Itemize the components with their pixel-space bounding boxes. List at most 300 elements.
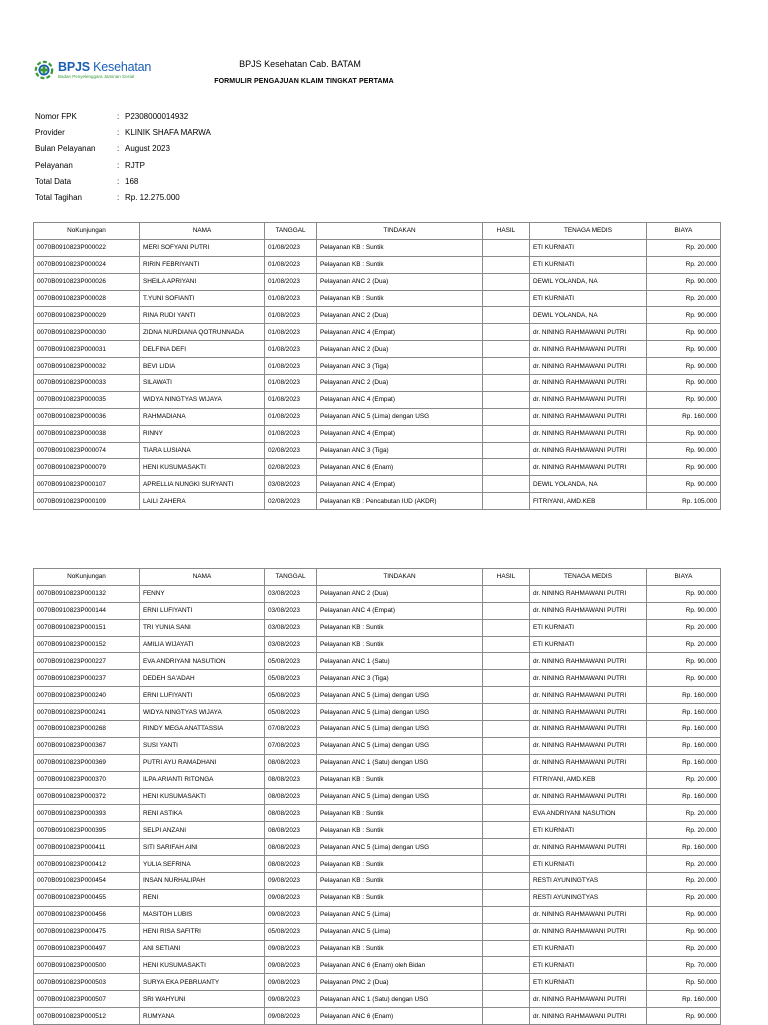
cell-nama: SURYA EKA PEBRUANTY (140, 974, 265, 991)
claim-info-row (35, 124, 211, 140)
claim-info-label: Total Data (35, 176, 72, 186)
cell-hasil (483, 788, 530, 805)
cell-nama: WIDYA NINGTYAS WIJAYA (140, 704, 265, 721)
cell-no-kunjungan: 0070B0910823P000227 (34, 653, 140, 670)
cell-no-kunjungan: 0070B0910823P000151 (34, 619, 140, 636)
cell-no-kunjungan: 0070B0910823P000028 (34, 290, 140, 307)
cell-hasil (483, 408, 530, 425)
cell-biaya: Rp. 105.000 (647, 493, 721, 510)
cell-nama: HENI KUSUMASAKTI (140, 788, 265, 805)
cell-tindakan: Pelayanan ANC 1 (Satu) (317, 653, 483, 670)
cell-tanggal: 01/08/2023 (265, 375, 317, 392)
column-header-hasil: HASIL (483, 223, 530, 240)
cell-tenaga-medis: dr. NINING RAHMAWANI PUTRI (530, 585, 647, 602)
cell-tindakan: Pelayanan ANC 5 (Lima) dengan USG (317, 687, 483, 704)
column-header-tindakan: TINDAKAN (317, 569, 483, 586)
claim-info (35, 108, 211, 206)
cell-tanggal: 01/08/2023 (265, 324, 317, 341)
cell-biaya: Rp. 90.000 (647, 425, 721, 442)
cell-nama: RUMYANA (140, 1008, 265, 1025)
claim-info-row (35, 141, 211, 157)
column-header-tenaga-medis: TENAGA MEDIS (530, 223, 647, 240)
cell-tanggal: 01/08/2023 (265, 256, 317, 273)
cell-hasil (483, 1008, 530, 1025)
cell-tenaga-medis: dr. NINING RAHMAWANI PUTRI (530, 408, 647, 425)
cell-tenaga-medis: dr. NINING RAHMAWANI PUTRI (530, 704, 647, 721)
cell-hasil (483, 391, 530, 408)
cell-biaya: Rp. 160.000 (647, 704, 721, 721)
cell-tenaga-medis: ETI KURNIATI (530, 974, 647, 991)
cell-tenaga-medis: dr. NINING RAHMAWANI PUTRI (530, 737, 647, 754)
cell-tindakan: Pelayanan KB : Suntik (317, 636, 483, 653)
cell-tanggal: 05/08/2023 (265, 687, 317, 704)
column-header-nama: NAMA (140, 569, 265, 586)
cell-tenaga-medis: ETI KURNIATI (530, 239, 647, 256)
cell-nama: YULIA SEFRINA (140, 856, 265, 873)
cell-biaya: Rp. 90.000 (647, 375, 721, 392)
cell-nama: LAILI ZAHERA (140, 493, 265, 510)
cell-tanggal: 08/08/2023 (265, 822, 317, 839)
cell-tindakan: Pelayanan ANC 5 (Lima) dengan USG (317, 408, 483, 425)
cell-tanggal: 05/08/2023 (265, 704, 317, 721)
cell-tanggal: 02/08/2023 (265, 442, 317, 459)
cell-no-kunjungan: 0070B0910823P000036 (34, 408, 140, 425)
cell-tanggal: 08/08/2023 (265, 805, 317, 822)
cell-tindakan: Pelayanan ANC 5 (Lima) dengan USG (317, 704, 483, 721)
claim-info-row (35, 108, 211, 124)
cell-tenaga-medis: ETI KURNIATI (530, 290, 647, 307)
cell-tindakan: Pelayanan ANC 6 (Enam) (317, 1008, 483, 1025)
cell-nama: SHEILA APRIYANI (140, 273, 265, 290)
cell-tanggal: 05/08/2023 (265, 923, 317, 940)
table-row (34, 923, 721, 940)
logo-subtitle: Badan Penyelenggara Jaminan Sosial (58, 73, 135, 79)
cell-tenaga-medis: ETI KURNIATI (530, 256, 647, 273)
cell-no-kunjungan: 0070B0910823P000240 (34, 687, 140, 704)
cell-biaya: Rp. 20.000 (647, 940, 721, 957)
cell-biaya: Rp. 160.000 (647, 839, 721, 856)
cell-no-kunjungan: 0070B0910823P000372 (34, 788, 140, 805)
cell-tenaga-medis: dr. NINING RAHMAWANI PUTRI (530, 653, 647, 670)
cell-tindakan: Pelayanan KB : Suntik (317, 290, 483, 307)
cell-no-kunjungan: 0070B0910823P000031 (34, 341, 140, 358)
cell-no-kunjungan: 0070B0910823P000035 (34, 391, 140, 408)
cell-tanggal: 03/08/2023 (265, 619, 317, 636)
cell-tanggal: 01/08/2023 (265, 307, 317, 324)
cell-tenaga-medis: ETI KURNIATI (530, 957, 647, 974)
cell-no-kunjungan: 0070B0910823P000079 (34, 459, 140, 476)
cell-nama: SITI SARIFAH AINI (140, 839, 265, 856)
cell-biaya: Rp. 90.000 (647, 442, 721, 459)
cell-no-kunjungan: 0070B0910823P000393 (34, 805, 140, 822)
table-row (34, 290, 721, 307)
cell-biaya: Rp. 20.000 (647, 805, 721, 822)
cell-biaya: Rp. 90.000 (647, 1008, 721, 1025)
cell-hasil (483, 873, 530, 890)
table-row (34, 307, 721, 324)
cell-tindakan: Pelayanan ANC 2 (Dua) (317, 375, 483, 392)
cell-no-kunjungan: 0070B0910823P000024 (34, 256, 140, 273)
cell-tindakan: Pelayanan ANC 1 (Satu) dengan USG (317, 991, 483, 1008)
claim-info-colon: : (117, 176, 120, 186)
cell-hasil (483, 991, 530, 1008)
claim-info-colon: : (117, 193, 120, 203)
cell-hasil (483, 653, 530, 670)
claims-table-2 (33, 568, 721, 1025)
cell-no-kunjungan: 0070B0910823P000455 (34, 889, 140, 906)
claim-info-colon: : (117, 127, 120, 137)
cell-hasil (483, 974, 530, 991)
claim-info-row (35, 173, 211, 189)
cell-hasil (483, 585, 530, 602)
cell-tanggal: 09/08/2023 (265, 974, 317, 991)
cell-nama: ILPA ARIANTI RITONGA (140, 771, 265, 788)
cell-tenaga-medis: dr. NINING RAHMAWANI PUTRI (530, 670, 647, 687)
cell-no-kunjungan: 0070B0910823P000241 (34, 704, 140, 721)
cell-nama: SELPI ANZANI (140, 822, 265, 839)
cell-biaya: Rp. 90.000 (647, 585, 721, 602)
cell-tanggal: 01/08/2023 (265, 425, 317, 442)
cell-hasil (483, 856, 530, 873)
column-header-tanggal: TANGGAL (265, 569, 317, 586)
cell-tanggal: 01/08/2023 (265, 391, 317, 408)
cell-tenaga-medis: dr. NINING RAHMAWANI PUTRI (530, 602, 647, 619)
cell-hasil (483, 839, 530, 856)
cell-hasil (483, 754, 530, 771)
cell-tindakan: Pelayanan ANC 6 (Enam) (317, 459, 483, 476)
cell-tanggal: 08/08/2023 (265, 754, 317, 771)
cell-tindakan: Pelayanan PNC 2 (Dua) (317, 974, 483, 991)
cell-biaya: Rp. 160.000 (647, 687, 721, 704)
table-row (34, 670, 721, 687)
table-row (34, 493, 721, 510)
cell-nama: HENI RISA SAFITRI (140, 923, 265, 940)
cell-hasil (483, 341, 530, 358)
cell-no-kunjungan: 0070B0910823P000038 (34, 425, 140, 442)
cell-biaya: Rp. 90.000 (647, 923, 721, 940)
cell-hasil (483, 721, 530, 738)
claim-info-label: Nomor FPK (35, 111, 77, 121)
cell-biaya: Rp. 160.000 (647, 721, 721, 738)
cell-nama: TRI YUNIA SANI (140, 619, 265, 636)
cell-hasil (483, 906, 530, 923)
cell-no-kunjungan: 0070B0910823P000367 (34, 737, 140, 754)
cell-tanggal: 09/08/2023 (265, 957, 317, 974)
cell-tanggal: 01/08/2023 (265, 341, 317, 358)
cell-tanggal: 03/08/2023 (265, 476, 317, 493)
table-row (34, 375, 721, 392)
table-row (34, 619, 721, 636)
cell-tanggal: 09/08/2023 (265, 991, 317, 1008)
cell-biaya: Rp. 90.000 (647, 906, 721, 923)
cell-tindakan: Pelayanan KB : Suntik (317, 873, 483, 890)
cell-tanggal: 09/08/2023 (265, 889, 317, 906)
table-row (34, 442, 721, 459)
cell-tenaga-medis: DEWIL YOLANDA, NA (530, 307, 647, 324)
cell-no-kunjungan: 0070B0910823P000026 (34, 273, 140, 290)
table-row (34, 636, 721, 653)
cell-no-kunjungan: 0070B0910823P000237 (34, 670, 140, 687)
cell-tenaga-medis: FITRIYANI, AMD.KEB (530, 771, 647, 788)
cell-no-kunjungan: 0070B0910823P000032 (34, 358, 140, 375)
table-row (34, 341, 721, 358)
cell-biaya: Rp. 90.000 (647, 670, 721, 687)
cell-no-kunjungan: 0070B0910823P000369 (34, 754, 140, 771)
table-row (34, 239, 721, 256)
cell-tanggal: 09/08/2023 (265, 940, 317, 957)
claim-info-label: Pelayanan (35, 160, 73, 170)
table-row (34, 408, 721, 425)
cell-hasil (483, 687, 530, 704)
cell-biaya: Rp. 90.000 (647, 273, 721, 290)
cell-no-kunjungan: 0070B0910823P000503 (34, 974, 140, 991)
cell-tindakan: Pelayanan KB : Suntik (317, 771, 483, 788)
cell-nama: RIRIN FEBRIYANTI (140, 256, 265, 273)
column-header-biaya: BIAYA (647, 569, 721, 586)
cell-tenaga-medis: dr. NINING RAHMAWANI PUTRI (530, 391, 647, 408)
cell-tindakan: Pelayanan KB : Suntik (317, 822, 483, 839)
cell-nama: HENI KUSUMASAKTI (140, 957, 265, 974)
branch-name: BPJS Kesehatan Cab. BATAM (239, 59, 361, 69)
table-row (34, 1008, 721, 1025)
cell-tindakan: Pelayanan ANC 3 (Tiga) (317, 670, 483, 687)
cell-biaya: Rp. 20.000 (647, 256, 721, 273)
claim-info-value: P2308000014932 (125, 111, 189, 121)
cell-tindakan: Pelayanan KB : Suntik (317, 940, 483, 957)
cell-tanggal: 03/08/2023 (265, 585, 317, 602)
cell-tindakan: Pelayanan ANC 2 (Dua) (317, 585, 483, 602)
cell-tenaga-medis: DEWIL YOLANDA, NA (530, 476, 647, 493)
cell-hasil (483, 239, 530, 256)
cell-tenaga-medis: dr. NINING RAHMAWANI PUTRI (530, 341, 647, 358)
cell-nama: HENI KUSUMASAKTI (140, 459, 265, 476)
cell-hasil (483, 273, 530, 290)
cell-hasil (483, 602, 530, 619)
cell-nama: RINDY MEGA ANATTASSIA (140, 721, 265, 738)
cell-biaya: Rp. 20.000 (647, 822, 721, 839)
cell-no-kunjungan: 0070B0910823P000074 (34, 442, 140, 459)
cell-tindakan: Pelayanan ANC 5 (Lima) dengan USG (317, 737, 483, 754)
cell-tanggal: 01/08/2023 (265, 273, 317, 290)
cell-nama: RINNY (140, 425, 265, 442)
cell-nama: RENI (140, 889, 265, 906)
cell-nama: T.YUNI SOFIANTI (140, 290, 265, 307)
cell-no-kunjungan: 0070B0910823P000132 (34, 585, 140, 602)
cell-tanggal: 01/08/2023 (265, 290, 317, 307)
cell-tindakan: Pelayanan ANC 2 (Dua) (317, 307, 483, 324)
cell-nama: APRELLIA NUNGKI SURYANTI (140, 476, 265, 493)
cell-nama: BEVI LIDIA (140, 358, 265, 375)
claim-info-value: August 2023 (125, 144, 170, 154)
logo-name-2: Kesehatan (93, 60, 152, 74)
cell-tenaga-medis: dr. NINING RAHMAWANI PUTRI (530, 721, 647, 738)
cell-tindakan: Pelayanan KB : Suntik (317, 619, 483, 636)
cell-tenaga-medis: dr. NINING RAHMAWANI PUTRI (530, 754, 647, 771)
cell-nama: RAHMADIANA (140, 408, 265, 425)
cell-tenaga-medis: ETI KURNIATI (530, 940, 647, 957)
table-header-row (34, 223, 721, 240)
table-row (34, 602, 721, 619)
cell-hasil (483, 704, 530, 721)
cell-nama: DELFINA DEFI (140, 341, 265, 358)
cell-biaya: Rp. 160.000 (647, 408, 721, 425)
cell-biaya: Rp. 20.000 (647, 771, 721, 788)
cell-hasil (483, 771, 530, 788)
table-row (34, 459, 721, 476)
cell-hasil (483, 822, 530, 839)
cell-tanggal: 08/08/2023 (265, 856, 317, 873)
cell-tanggal: 09/08/2023 (265, 873, 317, 890)
cell-no-kunjungan: 0070B0910823P000411 (34, 839, 140, 856)
cell-hasil (483, 459, 530, 476)
table-row (34, 324, 721, 341)
cell-nama: DEDEH SA'ADAH (140, 670, 265, 687)
column-header-no-kunjungan: NoKunjungan (34, 223, 140, 240)
cell-tanggal: 05/08/2023 (265, 670, 317, 687)
cell-tanggal: 08/08/2023 (265, 771, 317, 788)
cell-tanggal: 09/08/2023 (265, 906, 317, 923)
cell-biaya: Rp. 90.000 (647, 653, 721, 670)
table-row (34, 822, 721, 839)
cell-nama: ZIDNA NURDIANA QOTRUNNADA (140, 324, 265, 341)
cell-nama: SILAWATI (140, 375, 265, 392)
cell-biaya: Rp. 50.000 (647, 974, 721, 991)
cell-tindakan: Pelayanan ANC 4 (Empat) (317, 324, 483, 341)
cell-hasil (483, 358, 530, 375)
table-row (34, 839, 721, 856)
table-row (34, 754, 721, 771)
table-row (34, 721, 721, 738)
cell-biaya: Rp. 20.000 (647, 889, 721, 906)
cell-tenaga-medis: RESTI AYUNINGTYAS (530, 873, 647, 890)
cell-tenaga-medis: dr. NINING RAHMAWANI PUTRI (530, 442, 647, 459)
claim-info-label: Provider (35, 127, 65, 137)
column-header-biaya: BIAYA (647, 223, 721, 240)
cell-tindakan: Pelayanan ANC 4 (Empat) (317, 425, 483, 442)
cell-biaya: Rp. 90.000 (647, 358, 721, 375)
table-row (34, 940, 721, 957)
table-header-row (34, 569, 721, 586)
cell-tindakan: Pelayanan KB : Pencabutan IUD (AKDR) (317, 493, 483, 510)
claim-info-label: Bulan Pelayanan (35, 144, 96, 154)
cell-hasil (483, 957, 530, 974)
cell-tindakan: Pelayanan ANC 5 (Lima) dengan USG (317, 721, 483, 738)
cell-no-kunjungan: 0070B0910823P000512 (34, 1008, 140, 1025)
cell-no-kunjungan: 0070B0910823P000395 (34, 822, 140, 839)
cell-tindakan: Pelayanan KB : Suntik (317, 889, 483, 906)
cell-nama: INSAN NURHALIPAH (140, 873, 265, 890)
cell-no-kunjungan: 0070B0910823P000107 (34, 476, 140, 493)
cell-no-kunjungan: 0070B0910823P000109 (34, 493, 140, 510)
cell-nama: RINA RUDI YANTI (140, 307, 265, 324)
cell-tenaga-medis: EVA ANDRIYANI NASUTION (530, 805, 647, 822)
cell-biaya: Rp. 70.000 (647, 957, 721, 974)
cell-tenaga-medis: FITRIYANI, AMD.KEB (530, 493, 647, 510)
cell-no-kunjungan: 0070B0910823P000454 (34, 873, 140, 890)
cell-tindakan: Pelayanan ANC 4 (Empat) (317, 476, 483, 493)
cell-nama: PUTRI AYU RAMADHANI (140, 754, 265, 771)
cell-tindakan: Pelayanan ANC 5 (Lima) (317, 906, 483, 923)
cell-biaya: Rp. 160.000 (647, 754, 721, 771)
claim-info-value: RJTP (125, 160, 145, 170)
cell-hasil (483, 307, 530, 324)
cell-hasil (483, 476, 530, 493)
cell-no-kunjungan: 0070B0910823P000507 (34, 991, 140, 1008)
cell-hasil (483, 619, 530, 636)
cell-biaya: Rp. 90.000 (647, 324, 721, 341)
cell-hasil (483, 324, 530, 341)
cell-tenaga-medis: dr. NINING RAHMAWANI PUTRI (530, 906, 647, 923)
cell-tanggal: 09/08/2023 (265, 1008, 317, 1025)
cell-hasil (483, 940, 530, 957)
cell-hasil (483, 889, 530, 906)
cell-nama: MERI SOFYANI PUTRI (140, 239, 265, 256)
cell-tanggal: 05/08/2023 (265, 653, 317, 670)
cell-nama: SRI WAHYUNI (140, 991, 265, 1008)
cell-biaya: Rp. 90.000 (647, 476, 721, 493)
claim-info-value: KLINIK SHAFA MARWA (125, 127, 211, 137)
cell-tindakan: Pelayanan ANC 3 (Tiga) (317, 358, 483, 375)
cell-no-kunjungan: 0070B0910823P000029 (34, 307, 140, 324)
cell-tenaga-medis: dr. NINING RAHMAWANI PUTRI (530, 923, 647, 940)
table-row (34, 476, 721, 493)
cell-nama: ERNI LUFIYANTI (140, 687, 265, 704)
table-row (34, 788, 721, 805)
claim-info-row (35, 189, 211, 205)
cell-nama: RENI ASTIKA (140, 805, 265, 822)
cell-tanggal: 08/08/2023 (265, 839, 317, 856)
cell-nama: TIARA LUSIANA (140, 442, 265, 459)
cell-tanggal: 08/08/2023 (265, 788, 317, 805)
table-row (34, 425, 721, 442)
cell-tindakan: Pelayanan ANC 4 (Empat) (317, 602, 483, 619)
cell-tanggal: 03/08/2023 (265, 636, 317, 653)
cell-tenaga-medis: ETI KURNIATI (530, 619, 647, 636)
cell-nama: EVA ANDRIYANI NASUTION (140, 653, 265, 670)
cell-nama: AMILIA WIJAYATI (140, 636, 265, 653)
cell-nama: ANI SETIANI (140, 940, 265, 957)
cell-no-kunjungan: 0070B0910823P000500 (34, 957, 140, 974)
cell-tenaga-medis: dr. NINING RAHMAWANI PUTRI (530, 459, 647, 476)
cell-biaya: Rp. 20.000 (647, 636, 721, 653)
table-row (34, 906, 721, 923)
cell-biaya: Rp. 160.000 (647, 737, 721, 754)
cell-biaya: Rp. 20.000 (647, 856, 721, 873)
cell-tindakan: Pelayanan KB : Suntik (317, 856, 483, 873)
cell-tindakan: Pelayanan ANC 5 (Lima) (317, 923, 483, 940)
cell-biaya: Rp. 20.000 (647, 239, 721, 256)
cell-tindakan: Pelayanan ANC 1 (Satu) dengan USG (317, 754, 483, 771)
cell-hasil (483, 636, 530, 653)
cell-tenaga-medis: dr. NINING RAHMAWANI PUTRI (530, 358, 647, 375)
cell-nama: SUSI YANTI (140, 737, 265, 754)
cell-tanggal: 01/08/2023 (265, 408, 317, 425)
cell-tindakan: Pelayanan ANC 5 (Lima) dengan USG (317, 839, 483, 856)
cell-tanggal: 01/08/2023 (265, 239, 317, 256)
cell-hasil (483, 737, 530, 754)
cell-nama: MASITOH LUBIS (140, 906, 265, 923)
cell-hasil (483, 805, 530, 822)
table-row (34, 805, 721, 822)
cell-biaya: Rp. 20.000 (647, 290, 721, 307)
cell-nama: WIDYA NINGTYAS WIJAYA (140, 391, 265, 408)
cell-tindakan: Pelayanan ANC 5 (Lima) dengan USG (317, 788, 483, 805)
table-row (34, 737, 721, 754)
table-row (34, 391, 721, 408)
table-row (34, 771, 721, 788)
claim-info-colon: : (117, 111, 120, 121)
cell-no-kunjungan: 0070B0910823P000030 (34, 324, 140, 341)
